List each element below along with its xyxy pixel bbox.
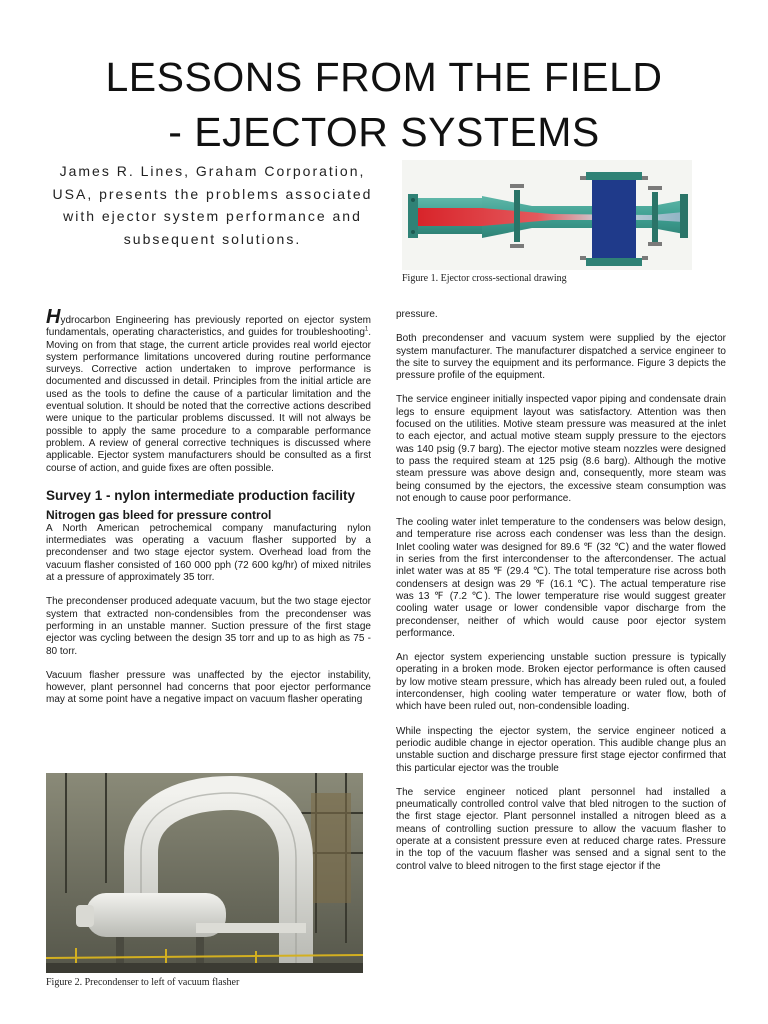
intro-dropcap: H bbox=[46, 306, 61, 328]
article-title bbox=[60, 50, 708, 160]
right-column bbox=[396, 309, 726, 885]
intro-text-part-2: . Moving on from that stage, the current article provides real world ejector system performance limitations uncovered during routine performance surveys. Corrective action undertaken to improve performance is documented and discussed in detail. Principles from the initial article are used as the tools to define the cause of a particular limitation and the eventual solution. It should be noted that the corrective actions described were unique to the particular problems discussed. It will not always be possible to apply the same procedure to a comparable performance problem. A review of general corrective techniques is discussed where applicable. Ejector system manufacturers should be consulted as a first course of action, and guide fixes are often possible. bbox=[46, 327, 371, 474]
left-column bbox=[46, 306, 371, 719]
body-paragraph: Vacuum flasher pressure was unaffected by the ejector instability, however, plant personnel had concerns that poor ejector performance may at some point have a negative impact on vacuum flasher operating bbox=[46, 669, 371, 706]
figure-2-caption: Figure 2. Precondenser to left of vacuum flasher bbox=[46, 977, 240, 988]
figure-1-ejector-drawing bbox=[402, 160, 692, 270]
ejector-cross-section-illustration bbox=[402, 160, 692, 270]
body-paragraph: The service engineer initially inspected vapor piping and condensate drain legs to ensure equipment layout was satisfactory. Attention was then focused on the utilities. Motive steam pressure was measured at the inlet to each ejector, and actual motive steam supply pressure to the ejectors was 140 psig (9.7 barg). The ejector motive steam nozzles were designed to pass the required steam at 125 psig (8.6 barg). Although the motive steam pressure was above design and, consequently, more steam was being consumed by the ejectors, the excessive steam consumption was not enough to cause poor performance. bbox=[396, 394, 726, 504]
body-paragraph: An ejector system experiencing unstable suction pressure is typically operating in a broken mode. Broken ejector performance is often caused by low motive steam pressure, which has already been ruled out, a fouled intercondenser, high cooling water temperature or water flow, both of which have been ruled out, non-condensible loading. bbox=[396, 652, 726, 713]
body-paragraph: Both precondenser and vacuum system were supplied by the ejector system manufacturer. The manufacturer dispatched a service engineer to the site to survey the equipment and its performance. Figure 3 depicts the pressure profile of the equipment. bbox=[396, 333, 726, 382]
body-paragraph: The cooling water inlet temperature to the condensers was below design, and temperature rise across each condenser was less than the design. Inlet cooling water was designed for 89.6 ℉ (32 ℃) and the water flowed in series from the first intercondenser to the aftercondenser. The actual inlet water was at 85 ℉ (29.4 ℃). The total temperature rise across both condensers at design was 29 ℉ (16.1 ℃). The actual temperature rise was 13 ℉ (7.2 ℃). The lower temperature rise would suggest greater cooling water usage or lower condensible vapor discharge from the precondenser, neither of which would cause poor ejector system performance. bbox=[396, 517, 726, 639]
body-paragraph: pressure. bbox=[396, 309, 438, 320]
intro-text-part-1: ydrocarbon Engineering has previously reported on ejector system fundamentals, operating characteristics, and guides for troubleshooting bbox=[46, 315, 371, 339]
reference-superscript: 1 bbox=[364, 326, 369, 333]
body-paragraph: While inspecting the ejector system, the service engineer noticed a periodic audible change in ejector operation. This audible change plus an unstable suction and discharge pressure first stage ejector confirmed that this particular ejector was the trouble bbox=[396, 725, 726, 774]
body-paragraph: The service engineer noticed plant personnel had installed a pneumatically controlled control valve that bled nitrogen to the suction of the first stage ejector. Plant personnel installed a nitrogen bleed as a means of controlling suction pressure to allow the vacuum flasher to operate at a consistent pressure even at reduced charge rates. Pressure in the top of the vacuum flasher was sensed and a signal sent to the control valve to bleed nitrogen to the first stage ejector if the bbox=[396, 786, 726, 872]
body-paragraph: A North American petrochemical company manufacturing nylon intermediates was operating a vacuum flasher supported by a precondenser and two stage ejector system. Overhead load from the vacuum flasher consisted of 160 000 pph (72 600 kg/hr) of mixed nitriles at a pressure of approximately 35 torr. bbox=[46, 522, 371, 584]
title-line-1: LESSONS FROM THE FIELD bbox=[105, 54, 663, 100]
figure-2-photo bbox=[46, 773, 363, 973]
subheading-nitrogen-bleed: Nitrogen gas bleed for pressure control bbox=[46, 507, 272, 522]
author-byline: James R. Lines, Graham Corporation, USA, presents the problems associated with ejector system performance and subsequent solutions. bbox=[52, 163, 373, 247]
section-heading-survey-1: Survey 1 - nylon intermediate production facility bbox=[46, 487, 356, 503]
body-paragraph: The precondenser produced adequate vacuum, but the two stage ejector system that extracted non-condensibles from the precondenser was performing in an unstable manner. Suction pressure of the first stage ejector was cycling between the design 35 torr and up to as high as 75 - 80 torr. bbox=[46, 596, 371, 657]
title-line-2: - EJECTOR SYSTEMS bbox=[168, 109, 600, 155]
intro-paragraph bbox=[46, 306, 371, 475]
precondenser-photo-illustration bbox=[46, 773, 363, 973]
figure-1-caption: Figure 1. Ejector cross-sectional drawing bbox=[402, 273, 567, 284]
